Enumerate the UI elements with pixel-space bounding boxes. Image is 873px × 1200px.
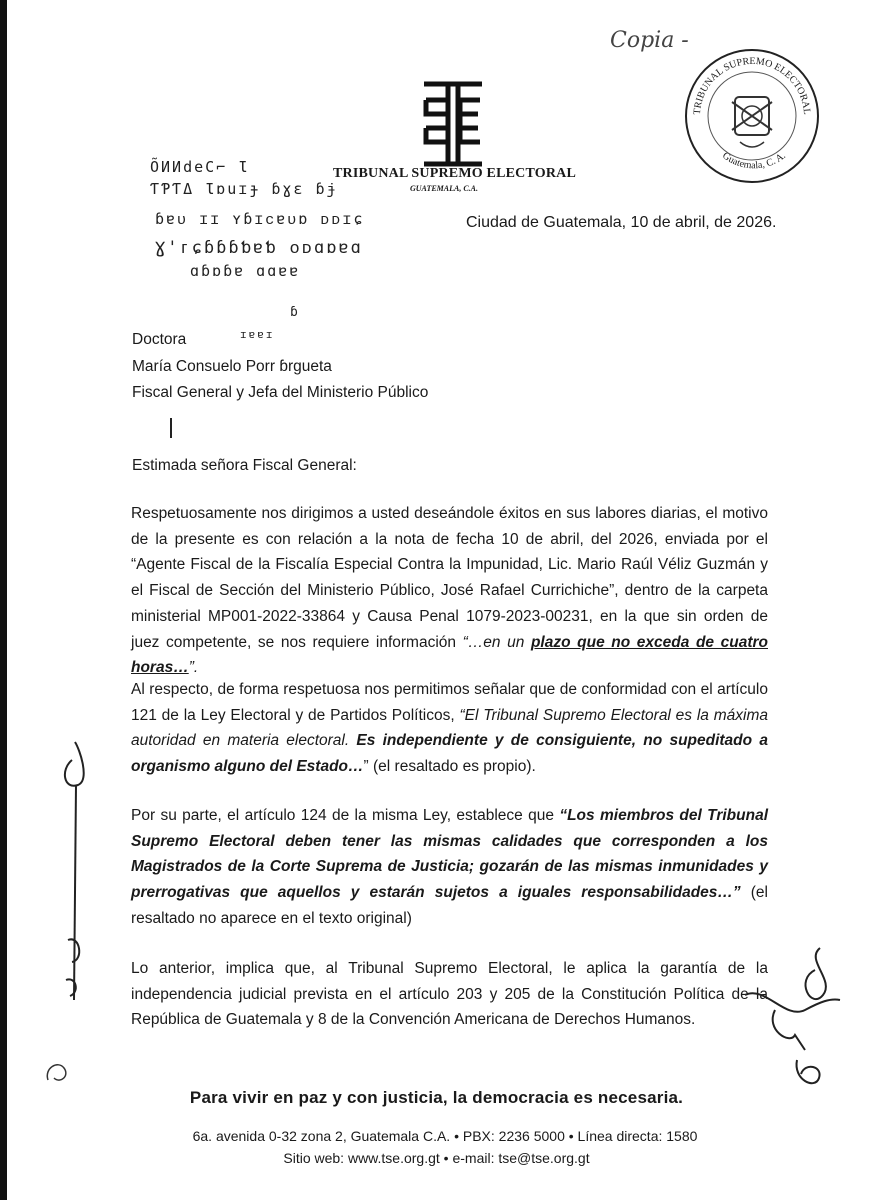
addressee-name: María Consuelo Porr ɓrgueta xyxy=(132,358,332,375)
paragraph-3: Por su parte, el artículo 124 de la misma Ley, establece que “Los miembros del Tribunal Supremo Electoral deben tener las mismas calidades que corresponden a los Magistrados de la Corte Suprema de Justicia; gozarán de las mismas inmunidades y prerrogativas que aquellos y estarán sujetos a iguales responsabilidades…” (el resaltado no aparece en el texto original) xyxy=(131,807,769,927)
institution-name: TRIBUNAL SUPREMO ELECTORAL xyxy=(333,166,576,181)
svg-text:TRIBUNAL SUPREMO ELECTORAL: TRIBUNAL SUPREMO ELECTORAL xyxy=(691,55,813,116)
paragraph-2: Al respecto, de forma respetuosa nos permitimos señalar que de conformidad con el artículo 121 de la Ley Electoral y de Partidos Políticos, “El Tribunal Supremo Electoral es la máxima autoridad en materia electoral. Es independiente y de consiguiente, no supeditado a organismo alguno del Estado…” (el resaltado es propio). xyxy=(131,681,768,776)
stamp-line-2: ƬƤƬΔ Ɩɒuɪɟ ɓɣɛ ɓɉ xyxy=(150,180,338,198)
handwritten-tick xyxy=(170,418,172,438)
stamp-line-3: ɓɐᴜ ɪɪ ʏɓɪᴄɐᴜɒ ᴅᴅɪɕ xyxy=(155,210,365,228)
paragraph-1: Respetuosamente nos dirigimos a usted deseándole éxitos en sus labores diarias, el motivo de la presente es con relación a la nota de fecha 10 de abril, del 2026, enviada por el “Agente Fiscal de la Fiscalía Especial Contra la Impunidad, Lic. Mario Raúl Véliz Guzmán y el Fiscal de Sección del Ministerio Público, José Rafael Currichiche”, dentro de la carpeta ministerial MP001-2022-33864 y Causa Penal 1079-2023-00231, en la que sin orden de juez competente, se nos requiere información “…en un plazo que no exceda de cuatro horas…”. xyxy=(131,505,768,677)
svg-text:Guatemala, C. A.: Guatemala, C. A. xyxy=(720,150,788,172)
addressee-title: Doctora xyxy=(132,331,187,348)
salutation: Estimada señora Fiscal General: xyxy=(132,457,357,474)
left-edge-shadow xyxy=(0,0,7,1200)
addressee-position: Fiscal General y Jefa del Ministerio Público xyxy=(132,384,429,401)
margin-initial-mark xyxy=(40,1050,80,1090)
footer-motto: Para vivir en paz y con justicia, la democracia es necesaria. xyxy=(189,1088,684,1107)
date-line: Ciudad de Guatemala, 10 de abril, de 2026. xyxy=(466,214,777,231)
stamp-mark-b: ɓ xyxy=(290,305,300,320)
handwritten-copy-note: Copia - xyxy=(610,28,689,53)
institution-location: GUATEMALA, C.A. xyxy=(410,184,479,193)
footer-address: 6a. avenida 0-32 zona 2, Guatemala C.A. • PBX: 2236 5000 • Línea directa: 1580 xyxy=(192,1128,698,1144)
electoral-seal-icon xyxy=(680,42,825,190)
footer-web-email: Sitio web: www.tse.org.gt • e-mail: tse@tse.org.gt xyxy=(283,1150,590,1166)
right-signature-mark xyxy=(735,940,845,1110)
paragraph-4: Lo anterior, implica que, al Tribunal Supremo Electoral, le aplica la garantía de la independencia judicial prevista en el artículo 203 y 205 de la Constitución Política de la República de Guatemala y 8 de la Convención Americana de Derechos Humanos. xyxy=(131,960,768,1029)
stamp-line-1: ÕИИdeC⌐ Ɩ xyxy=(150,158,250,176)
tse-logo-icon xyxy=(418,78,488,170)
stamp-line-5: ɑɓɒɓɐ ɑɑɐɐ xyxy=(190,262,301,280)
stamp-mark-a: ɪɐɐɪ xyxy=(240,328,275,341)
margin-signature-mark xyxy=(50,730,110,1010)
stamp-line-4: Ɣ'ᴦɕɓɓɓƅɐƅ ᴏᴅɑɒɐɑ xyxy=(155,238,363,258)
